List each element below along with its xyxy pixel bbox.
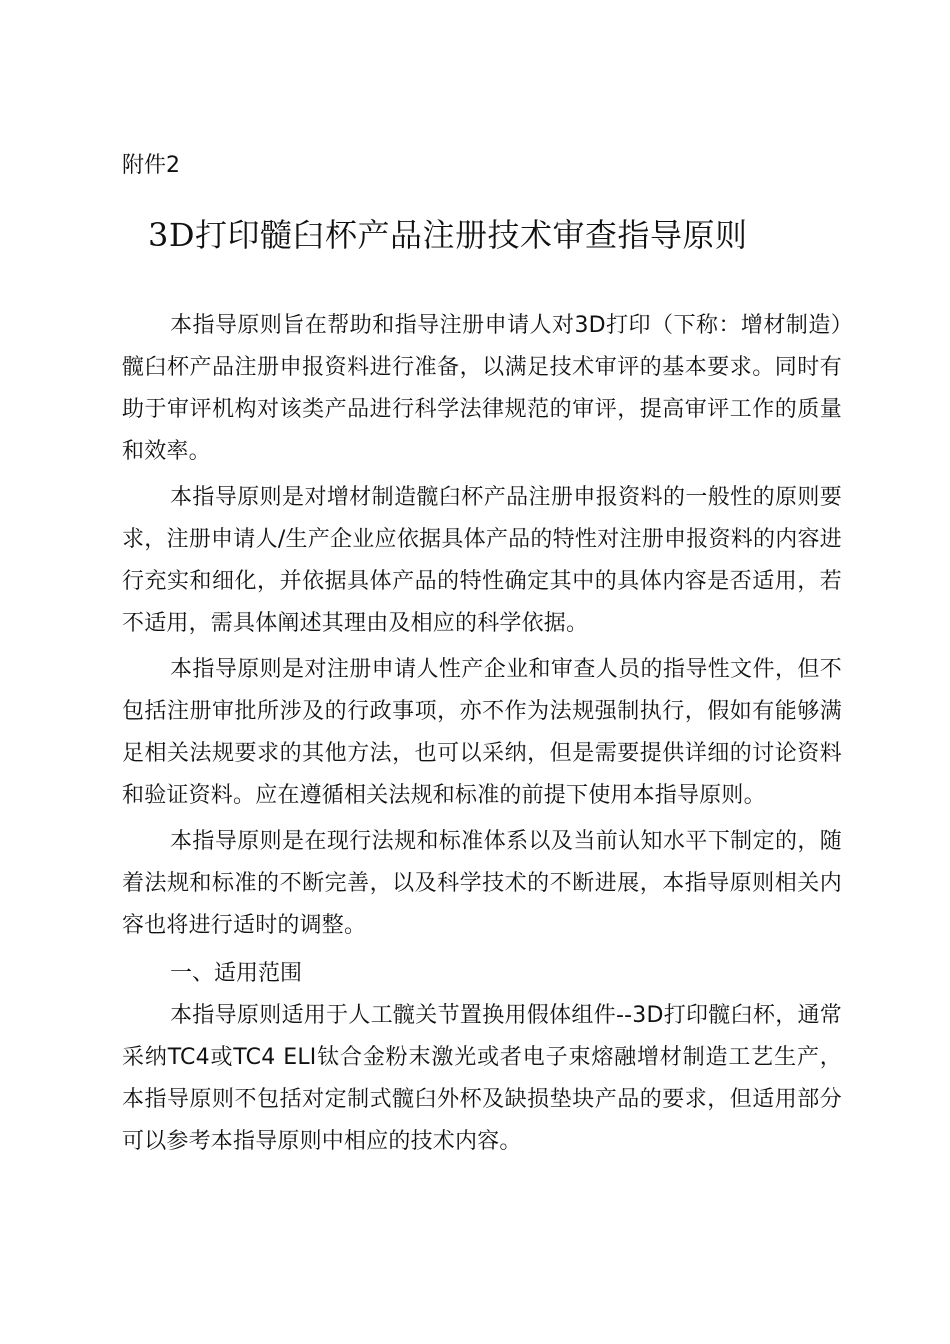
paragraph-general-requirements: 本指导原则是对增材制造髋臼杯产品注册申报资料的一般性的原则要求，注册申请人/生产企业应依据具体产品的特性对注册申报资料的内容进行充实和细化，并依据具体产品的特性确定其中的具体内容是否适用，若不适用，需具体阐述其理由及相应的科学依据。 [122,485,842,636]
document-body [122,305,842,1163]
document-title: 3D打印髓臼杯产品注册技术审查指导原则 [148,216,748,254]
paragraph-guidance-nature: 本指导原则是对注册申请人性产企业和审查人员的指导性文件，但不包括注册审批所涉及的行政事项，亦不作为法规强制执行，假如有能够满足相关法规要求的其他方法，也可以采纳，但是需要提供详细的讨论资料和验证资料。应在遵循相关法规和标准的前提下使用本指导原则。 [122,657,842,808]
attachment-label: 附件2 [122,153,180,178]
section-heading-scope: 一、适用范围 [170,961,303,986]
paragraph-scope: 本指导原则适用于人工髋关节置换用假体组件--3D打印髋臼杯，通常采纳TC4或TC4 ELI钛合金粉末激光或者电子束熔融增材制造工艺生产，本指导原则不包括对定制式髋臼外杯及缺损垫块产品的要求，但适用部分可以参考本指导原则中相应的技术内容。 [122,1003,842,1154]
paragraph-purpose: 本指导原则旨在帮助和指导注册申请人对3D打印（下称：增材制造）髋臼杯产品注册申报资料进行准备，以满足技术审评的基本要求。同时有助于审评机构对该类产品进行科学法律规范的审评，提高审评工作的质量和效率。 [122,313,842,464]
paragraph-revision-note: 本指导原则是在现行法规和标准体系以及当前认知水平下制定的，随着法规和标准的不断完善，以及科学技术的不断进展，本指导原则相关内容也将进行适时的调整。 [122,829,842,938]
